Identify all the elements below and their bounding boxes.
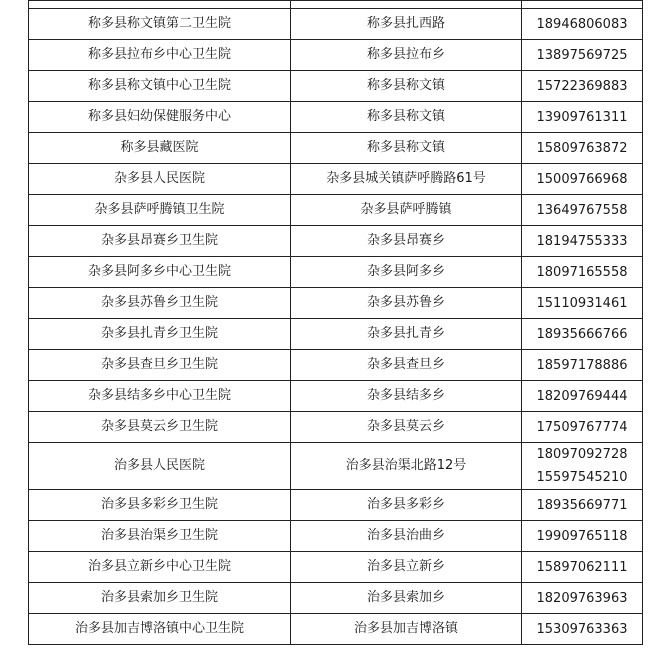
phone-number: 18946806083 bbox=[536, 16, 628, 32]
institution-name-cell: 称多县称文镇中心卫生院 bbox=[29, 71, 291, 102]
phone-number: 15722369883 bbox=[536, 78, 628, 94]
address-cell: 杂多县结多乡 bbox=[291, 381, 522, 412]
phone-cell bbox=[522, 288, 643, 319]
phone-cell bbox=[522, 71, 643, 102]
phone-cell bbox=[522, 133, 643, 164]
phone-number: 18097165558 bbox=[536, 264, 628, 280]
table-row bbox=[29, 552, 643, 583]
phone-cell bbox=[522, 583, 643, 614]
institution-name-cell: 称多县拉布乡中心卫生院 bbox=[29, 40, 291, 71]
table-row bbox=[29, 133, 643, 164]
table-row bbox=[29, 9, 643, 40]
phone-number: 13649767558 bbox=[536, 202, 628, 218]
table-body bbox=[29, 1, 643, 645]
address-cell: 杂多县萨呼腾镇 bbox=[291, 195, 522, 226]
table-cell-empty bbox=[291, 1, 522, 9]
table-row bbox=[29, 288, 643, 319]
phone-number: 15897062111 bbox=[536, 559, 628, 575]
institution-name-cell: 治多县治渠乡卫生院 bbox=[29, 521, 291, 552]
phone-number: 18194755333 bbox=[536, 233, 628, 249]
table-row bbox=[29, 350, 643, 381]
table-cell-empty bbox=[522, 1, 643, 9]
table-row bbox=[29, 614, 643, 645]
address-cell: 治多县索加乡 bbox=[291, 583, 522, 614]
address-cell: 杂多县城关镇萨呼腾路61号 bbox=[291, 164, 522, 195]
phone-cell bbox=[522, 490, 643, 521]
institution-name-cell: 杂多县萨呼腾镇卫生院 bbox=[29, 195, 291, 226]
phone-cell bbox=[522, 614, 643, 645]
address-cell: 治多县治渠北路12号 bbox=[291, 443, 522, 490]
institution-name-cell: 杂多县苏鲁乡卫生院 bbox=[29, 288, 291, 319]
address-cell: 称多县称文镇 bbox=[291, 102, 522, 133]
phone-number: 15597545210 bbox=[536, 470, 628, 485]
phone-cell bbox=[522, 521, 643, 552]
table-row bbox=[29, 319, 643, 350]
institution-name-cell: 杂多县人民医院 bbox=[29, 164, 291, 195]
table-cell-empty bbox=[29, 1, 291, 9]
institution-name-cell: 称多县藏医院 bbox=[29, 133, 291, 164]
address-cell: 称多县拉布乡 bbox=[291, 40, 522, 71]
phone-cell bbox=[522, 9, 643, 40]
institution-name-cell: 治多县人民医院 bbox=[29, 443, 291, 490]
phone-cell bbox=[522, 319, 643, 350]
phone-cell bbox=[522, 443, 643, 490]
phone-cell bbox=[522, 381, 643, 412]
phone-cell bbox=[522, 350, 643, 381]
table-row bbox=[29, 164, 643, 195]
address-cell: 治多县多彩乡 bbox=[291, 490, 522, 521]
phone-cell bbox=[522, 102, 643, 133]
phone-number: 15009766968 bbox=[536, 171, 628, 187]
table-row-cut-top bbox=[29, 1, 643, 9]
phone-number: 13909761311 bbox=[536, 109, 628, 125]
institution-name-cell: 杂多县结多乡中心卫生院 bbox=[29, 381, 291, 412]
phone-cell bbox=[522, 257, 643, 288]
address-cell: 杂多县阿多乡 bbox=[291, 257, 522, 288]
address-cell: 杂多县苏鲁乡 bbox=[291, 288, 522, 319]
table-row bbox=[29, 71, 643, 102]
address-cell: 治多县治曲乡 bbox=[291, 521, 522, 552]
address-cell: 杂多县查旦乡 bbox=[291, 350, 522, 381]
phone-number: 13897569725 bbox=[536, 47, 628, 63]
phone-cell bbox=[522, 412, 643, 443]
phone-number: 18935669771 bbox=[536, 497, 628, 513]
phone-number: 18597178886 bbox=[536, 357, 628, 373]
phone-cell bbox=[522, 552, 643, 583]
table-row bbox=[29, 257, 643, 288]
institution-name-cell: 杂多县莫云乡卫生院 bbox=[29, 412, 291, 443]
institution-name-cell: 治多县立新乡中心卫生院 bbox=[29, 552, 291, 583]
table-row bbox=[29, 226, 643, 257]
table-row bbox=[29, 40, 643, 71]
table-row bbox=[29, 195, 643, 226]
table-row bbox=[29, 412, 643, 443]
table-row bbox=[29, 443, 643, 490]
table-row bbox=[29, 102, 643, 133]
table-row bbox=[29, 490, 643, 521]
institution-name-cell: 杂多县昂赛乡卫生院 bbox=[29, 226, 291, 257]
phone-number: 18935666766 bbox=[536, 326, 628, 342]
address-cell: 杂多县扎青乡 bbox=[291, 319, 522, 350]
institution-name-cell: 治多县多彩乡卫生院 bbox=[29, 490, 291, 521]
table-row bbox=[29, 381, 643, 412]
phone-number: 15110931461 bbox=[536, 295, 628, 311]
institution-name-cell: 杂多县扎青乡卫生院 bbox=[29, 319, 291, 350]
phone-cell bbox=[522, 226, 643, 257]
address-cell: 治多县加吉博洛镇 bbox=[291, 614, 522, 645]
phone-number: 17509767774 bbox=[536, 419, 628, 435]
table-row bbox=[29, 583, 643, 614]
address-cell: 杂多县昂赛乡 bbox=[291, 226, 522, 257]
hospital-table-container bbox=[28, 0, 643, 645]
phone-cell bbox=[522, 195, 643, 226]
institution-name-cell: 称多县妇幼保健服务中心 bbox=[29, 102, 291, 133]
phone-number: 18209763963 bbox=[536, 590, 628, 606]
hospital-table bbox=[28, 0, 643, 645]
address-cell: 称多县扎西路 bbox=[291, 9, 522, 40]
phone-number: 15809763872 bbox=[536, 140, 628, 156]
phone-cell bbox=[522, 164, 643, 195]
phone-number: 19909765118 bbox=[536, 528, 628, 544]
phone-number: 18209769444 bbox=[536, 388, 628, 404]
institution-name-cell: 治多县加吉博洛镇中心卫生院 bbox=[29, 614, 291, 645]
institution-name-cell: 杂多县查旦乡卫生院 bbox=[29, 350, 291, 381]
phone-number: 18097092728 bbox=[536, 447, 628, 462]
address-cell: 称多县称文镇 bbox=[291, 133, 522, 164]
address-cell: 治多县立新乡 bbox=[291, 552, 522, 583]
address-cell: 称多县称文镇 bbox=[291, 71, 522, 102]
phone-number: 15309763363 bbox=[536, 621, 628, 637]
institution-name-cell: 治多县索加乡卫生院 bbox=[29, 583, 291, 614]
phone-cell bbox=[522, 40, 643, 71]
institution-name-cell: 杂多县阿多乡中心卫生院 bbox=[29, 257, 291, 288]
institution-name-cell: 称多县称文镇第二卫生院 bbox=[29, 9, 291, 40]
address-cell: 杂多县莫云乡 bbox=[291, 412, 522, 443]
table-row bbox=[29, 521, 643, 552]
